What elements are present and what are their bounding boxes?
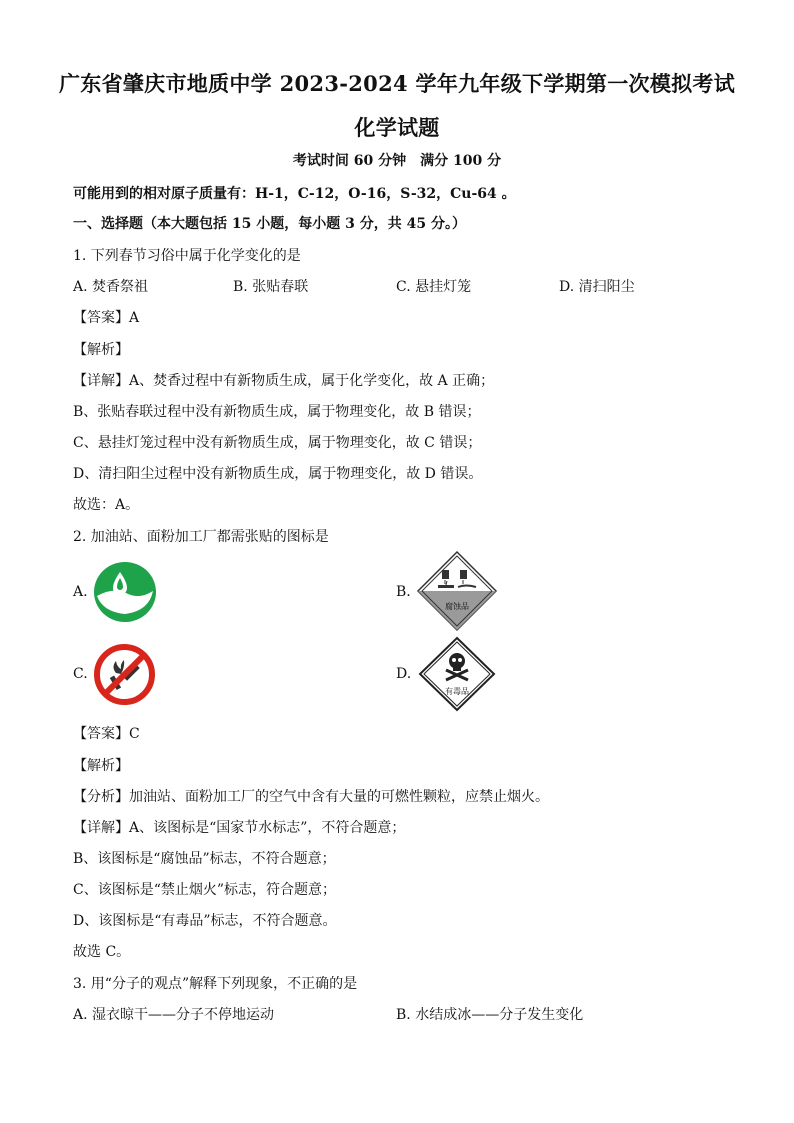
q2-analysis-label: 【解析】: [73, 758, 129, 774]
q2-option-b-letter: B.: [396, 584, 411, 600]
q2-detail-c: C、该图标是“禁止烟火”标志，符合题意；: [73, 882, 337, 898]
atomic-masses: 可能用到的相对原子质量有：H-1，C-12，O-16，S-32，Cu-64 。: [73, 186, 516, 202]
q2-option-a-letter: A.: [73, 584, 88, 600]
corrosive-sign-icon: [416, 550, 498, 632]
q2-option-c-letter: C.: [73, 666, 88, 682]
q2-detail-b: B、该图标是“腐蚀品”标志，不符合题意；: [73, 851, 336, 867]
q2-conclusion: 故选 C。: [73, 944, 131, 960]
q2-stem: 2. 加油站、面粉加工厂都需张贴的图标是: [73, 529, 329, 545]
q1-detail-c: C、悬挂灯笼过程中没有新物质生成，属于物理变化，故 C 错误；: [73, 435, 482, 451]
q3-option-a: A. 湿衣晾干——分子不停地运动: [73, 1007, 275, 1023]
exam-info: 考试时间 60 分钟 满分 100 分: [292, 153, 502, 169]
q1-analysis-label: 【解析】: [73, 342, 129, 358]
section-heading: 一、选择题（本大题包括 15 小题，每小题 3 分，共 45 分。）: [73, 216, 466, 232]
q1-option-b: B. 张贴春联: [233, 279, 309, 295]
q1-conclusion: 故选：A。: [73, 497, 140, 513]
subject-title: 化学试题: [354, 115, 440, 140]
q1-detail-b: B、张贴春联过程中没有新物质生成，属于物理变化，故 B 错误；: [73, 404, 481, 420]
exam-title: 广东省肇庆市地质中学 2023-2024 学年九年级下学期第一次模拟考试: [58, 71, 736, 96]
q3-option-b: B. 水结成冰——分子发生变化: [396, 1007, 584, 1023]
toxic-sign-icon: [418, 636, 496, 712]
q2-option-d-letter: D.: [396, 666, 412, 682]
q1-stem: 1. 下列春节习俗中属于化学变化的是: [73, 248, 301, 264]
q2-answer: 【答案】C: [73, 726, 140, 742]
no-fire-sign-icon: [93, 643, 156, 706]
q1-option-a: A. 焚香祭祖: [73, 279, 149, 295]
q1-option-d: D. 清扫阳尘: [559, 279, 635, 295]
water-saving-sign-icon: [93, 561, 157, 623]
corrosive-sign-label: 腐蚀品: [445, 602, 469, 611]
q2-fenxi: 【分析】加油站、面粉加工厂的空气中含有大量的可燃性颗粒，应禁止烟火。: [73, 789, 549, 805]
q1-option-c: C. 悬挂灯笼: [396, 279, 472, 295]
q1-detail: 【详解】A、焚香过程中有新物质生成，属于化学变化，故 A 正确；: [73, 373, 495, 389]
q1-detail-d: D、清扫阳尘过程中没有新物质生成，属于物理变化，故 D 错误。: [73, 466, 483, 482]
q1-answer: 【答案】A: [73, 310, 140, 326]
q3-stem: 3. 用“分子的观点”解释下列现象，不正确的是: [73, 976, 358, 992]
q2-detail: 【详解】A、该图标是“国家节水标志”，不符合题意；: [73, 820, 406, 836]
toxic-sign-label: 有毒品: [445, 687, 469, 696]
q2-detail-d: D、该图标是“有毒品”标志，不符合题意。: [73, 913, 337, 929]
